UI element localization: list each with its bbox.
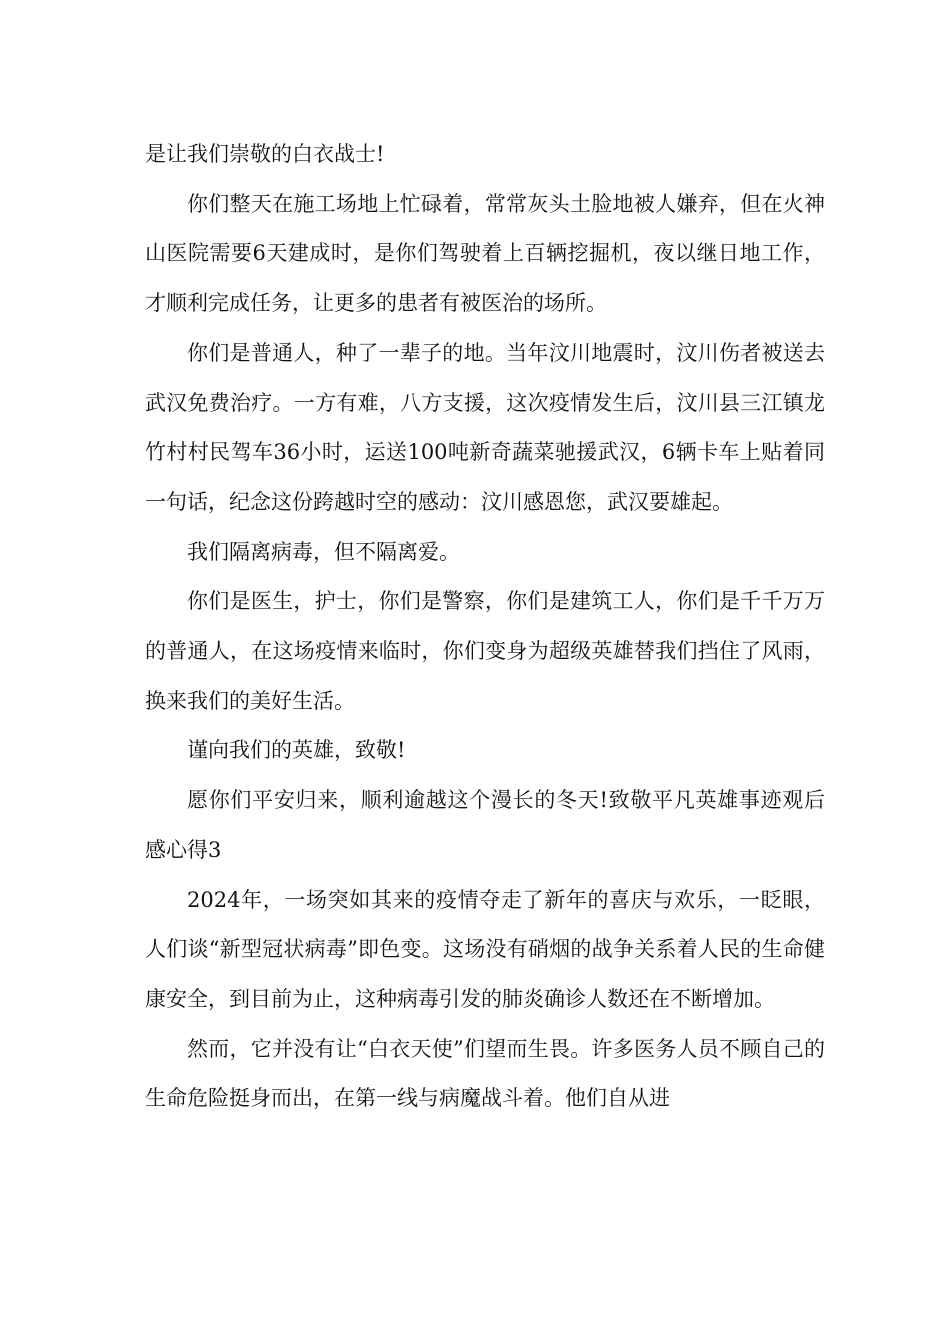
- paragraph-2: 你们整天在施工场地上忙碌着，常常灰头土脸地被人嫌弃，但在火神山医院需要6天建成时，是你们驾驶着上百辆挖掘机，夜以继日地工作，才顺利完成任务，让更多的患者有被医治的场所。: [145, 191, 825, 316]
- paragraph-6: 谨向我们的英雄，致敬!: [187, 738, 406, 763]
- paragraph-5: 你们是医生，护士，你们是警察，你们是建筑工人，你们是千千万万的普通人，在这场疫情来临时，你们变身为超级英雄替我们挡住了风雨，换来我们的美好生活。: [145, 589, 825, 713]
- document-body: [145, 130, 825, 1124]
- paragraph-1: 是让我们崇敬的白衣战士!: [145, 142, 385, 166]
- paragraph-9: 然而，它并没有让“白衣天使”们望而生畏。许多医务人员不顾自己的生命危险挺身而出，在第一线与病魔战斗着。他们自从进: [145, 1036, 825, 1111]
- paragraph-4: 我们隔离病毒，但不隔离爱。: [187, 539, 460, 564]
- paragraph-8: 2024年，一场突如其来的疫情夺走了新年的喜庆与欢乐，一眨眼，人们谈“新型冠状病毒”即色变。这场没有硝烟的战争关系着人民的生命健康安全，到目前为止，这种病毒引发的肺炎确诊人数还在不断增加。: [145, 887, 825, 1011]
- paragraph-3: 你们是普通人，种了一辈子的地。当年汶川地震时，汶川伤者被送去武汉免费治疗。一方有难，八方支援，这次疫情发生后，汶川县三江镇龙竹村村民驾车36小时，运送100吨新奇蔬菜驰援武汉，6辆卡车上贴着同一句话，纪念这份跨越时空的感动：汶川感恩您，武汉要雄起。: [145, 340, 825, 514]
- paragraph-7: 愿你们平安归来，顺利逾越这个漫长的冬天!致敬平凡英雄事迹观后感心得3: [145, 788, 825, 862]
